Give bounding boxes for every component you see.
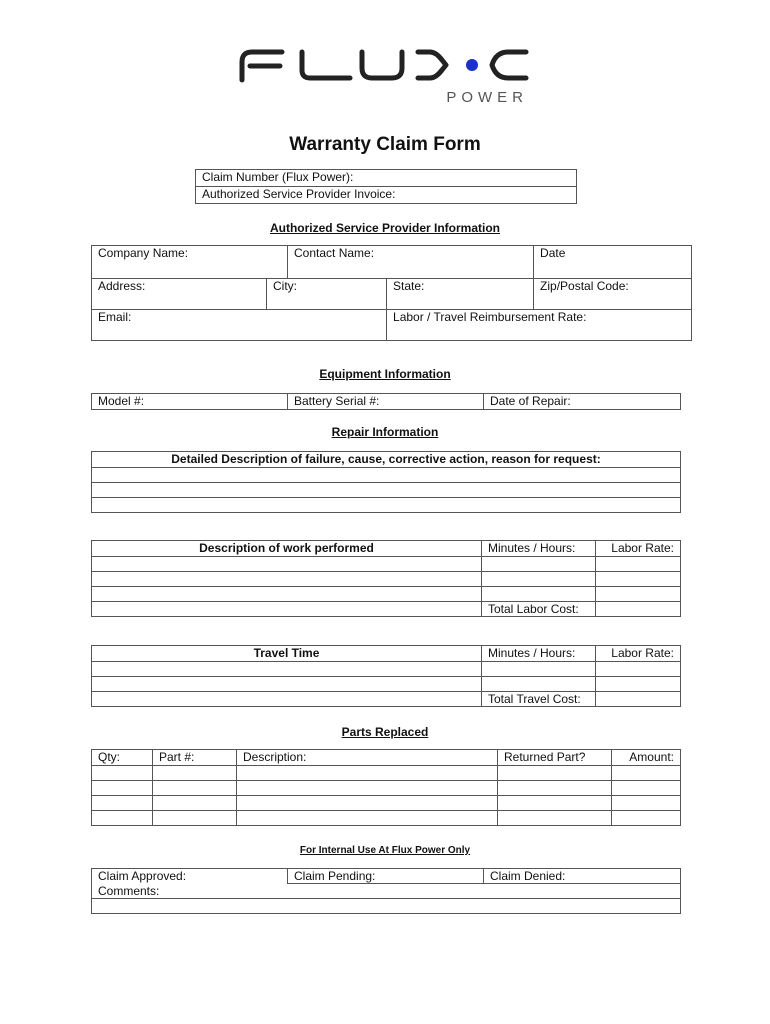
serial-field[interactable]: Battery Serial #: xyxy=(288,394,484,410)
returned-header: Returned Part? xyxy=(498,750,612,766)
flux-power-logo xyxy=(238,44,532,106)
invoice-field[interactable]: Authorized Service Provider Invoice: xyxy=(196,187,577,204)
contact-field[interactable]: Contact Name: xyxy=(288,246,534,279)
travel-line[interactable] xyxy=(92,662,482,677)
repair-desc-line[interactable] xyxy=(92,483,681,498)
date-field[interactable]: Date xyxy=(534,246,692,279)
internal-heading: For Internal Use At Flux Power Only xyxy=(299,845,471,856)
repair-desc-line[interactable] xyxy=(92,468,681,483)
repair-heading: Repair Information xyxy=(331,425,439,439)
provider-table xyxy=(91,245,692,341)
email-field[interactable]: Email: xyxy=(92,310,387,341)
parts-heading: Parts Replaced xyxy=(341,725,429,739)
parts-row xyxy=(92,796,681,811)
work-header: Description of work performed xyxy=(92,541,482,557)
part-header: Part #: xyxy=(153,750,237,766)
parts-row xyxy=(92,781,681,796)
repair-desc-header: Detailed Description of failure, cause, corrective action, reason for request: xyxy=(92,452,681,468)
comments-field[interactable]: Comments: xyxy=(92,884,681,899)
zip-field[interactable]: Zip/Postal Code: xyxy=(534,279,692,310)
work-line[interactable] xyxy=(92,557,482,572)
claim-approved-field[interactable]: Claim Approved: xyxy=(92,869,288,884)
repair-table xyxy=(91,451,681,513)
repair-date-field[interactable]: Date of Repair: xyxy=(484,394,681,410)
internal-table xyxy=(91,868,681,914)
parts-table xyxy=(91,749,681,826)
travel-line[interactable] xyxy=(92,677,482,692)
rate-field[interactable]: Labor / Travel Reimbursement Rate: xyxy=(387,310,692,341)
page-title: Warranty Claim Form xyxy=(289,134,481,155)
claim-box xyxy=(195,169,577,204)
claim-pending-field[interactable]: Claim Pending: xyxy=(288,869,484,884)
comments-line[interactable] xyxy=(92,899,681,914)
desc-header: Description: xyxy=(237,750,498,766)
repair-desc-line[interactable] xyxy=(92,498,681,513)
claim-number-field[interactable]: Claim Number (Flux Power): xyxy=(196,170,577,187)
work-line[interactable] xyxy=(92,572,482,587)
logo-subtitle: POWER xyxy=(446,89,528,106)
qty-header: Qty: xyxy=(92,750,153,766)
travel-header: Travel Time xyxy=(92,646,482,662)
parts-row xyxy=(92,811,681,826)
work-rate-header: Labor Rate: xyxy=(596,541,681,557)
address-field[interactable]: Address: xyxy=(92,279,267,310)
model-field[interactable]: Model #: xyxy=(92,394,288,410)
work-table xyxy=(91,540,681,617)
equipment-heading: Equipment Information xyxy=(319,367,451,381)
state-field[interactable]: State: xyxy=(387,279,534,310)
city-field[interactable]: City: xyxy=(267,279,387,310)
amount-header: Amount: xyxy=(612,750,681,766)
provider-heading: Authorized Service Provider Information xyxy=(269,221,501,235)
work-minutes-header: Minutes / Hours: xyxy=(482,541,596,557)
company-field[interactable]: Company Name: xyxy=(92,246,288,279)
logo-dot xyxy=(466,59,478,71)
travel-minutes-header: Minutes / Hours: xyxy=(482,646,596,662)
parts-row xyxy=(92,766,681,781)
claim-denied-field[interactable]: Claim Denied: xyxy=(484,869,681,884)
total-travel-label: Total Travel Cost: xyxy=(482,692,596,707)
travel-rate-header: Labor Rate: xyxy=(596,646,681,662)
equipment-table xyxy=(91,393,681,410)
travel-table xyxy=(91,645,681,707)
total-travel-field[interactable] xyxy=(596,692,681,707)
work-line[interactable] xyxy=(92,587,482,602)
total-labor-field[interactable] xyxy=(596,602,681,617)
total-labor-label: Total Labor Cost: xyxy=(482,602,596,617)
